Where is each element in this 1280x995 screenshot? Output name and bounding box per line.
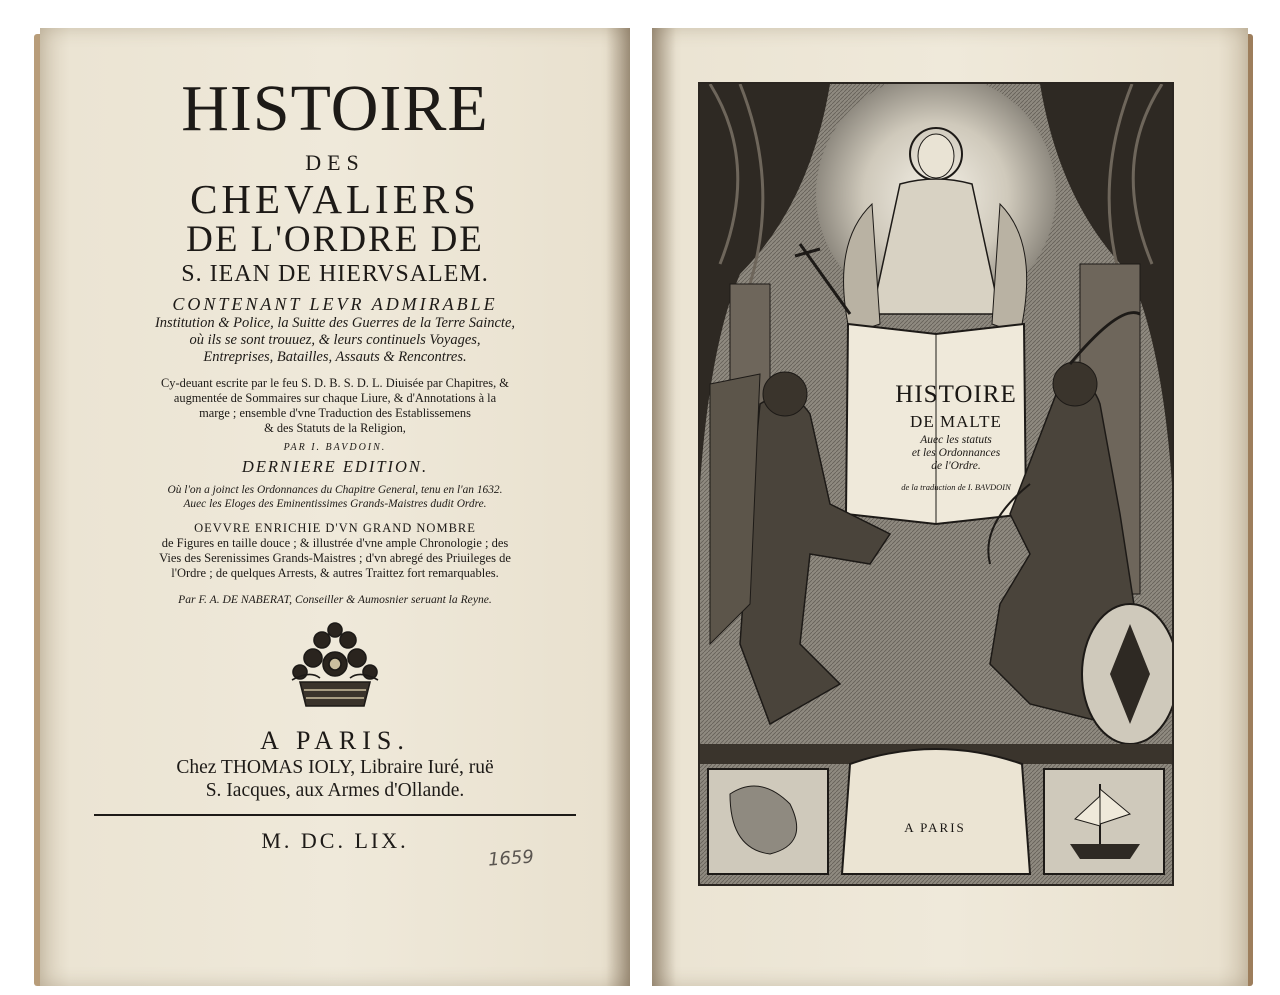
oeuvre-line: l'Ordre ; de quelques Arrests, & autres Traittez fort remarquables.	[171, 566, 499, 580]
oeuvre-line: de Figures en taille douce ; & illustrée d'vne ample Chronologie ; des	[161, 536, 509, 550]
title-block	[60, 72, 610, 854]
authorship-line: augmentée de Sommaires sur chaque Liure, & d'Annotations à la	[173, 391, 497, 405]
title-jean: S. IEAN DE HIERVSALEM.	[181, 261, 489, 287]
oeuvre-line: Vies des Serenissimes Grands-Maistres ; d'vn abregé des Priuileges de	[159, 551, 511, 565]
authorship-line: marge ; ensemble d'vne Traduction des Establissemens	[199, 406, 471, 420]
title-des: DES	[305, 150, 365, 175]
main-title: HISTOIRE	[181, 72, 489, 145]
cartouche-text: A PARIS	[904, 820, 966, 835]
book-translator: de la traduction de I. BAVDOIN	[901, 482, 1011, 492]
ordonnances-line: Où l'on a joinct les Ordonnances du Chapitre General, tenu en l'an 1632.	[167, 484, 503, 496]
oeuvre-heading: OEVVRE ENRICHIE D'VN GRAND NOMBRE	[194, 521, 476, 535]
spine-shadow-right	[652, 28, 676, 986]
book-title: HISTOIRE	[895, 381, 1017, 408]
publisher-line: S. Iacques, aux Armes d'Ollande.	[205, 780, 465, 801]
book-statutes-line: Auec les statuts	[920, 434, 992, 446]
title-page	[40, 28, 630, 986]
description	[60, 315, 610, 366]
authorship-line: & des Statuts de la Religion,	[264, 421, 406, 435]
description-line: Institution & Police, la Suitte des Guerres de la Terre Saincte,	[154, 315, 516, 331]
title-ordre: DE L'ORDRE DE	[186, 219, 484, 260]
authorship-note	[60, 376, 610, 436]
imprint-publisher	[60, 756, 610, 802]
book-statutes-line: et les Ordonnances	[911, 447, 1001, 459]
imprint-year: M. DC. LIX.	[261, 828, 409, 853]
frontispiece-page	[652, 28, 1248, 986]
oeuvre-paragraph	[60, 521, 610, 581]
flower-basket-ornament	[280, 620, 390, 712]
imprint-city: A PARIS.	[260, 726, 410, 755]
edition-label: DERNIERE EDITION.	[241, 457, 429, 476]
subtitle-contenant: CONTENANT LEVR ADMIRABLE	[172, 294, 498, 314]
engraving-plate	[698, 82, 1174, 886]
naberat-credit: Par F. A. DE NABERAT, Conseiller & Aumosnier seruant la Reyne.	[178, 593, 492, 606]
ordonnances-line: Auec les Eloges des Eminentissimes Grands-Maistres dudit Ordre.	[183, 498, 487, 510]
title-chevaliers: CHEVALIERS	[190, 176, 480, 222]
description-line: où ils se sont trouuez, & leurs continuels Voyages,	[189, 332, 481, 348]
book-statutes-line: de l'Ordre.	[931, 460, 981, 472]
authorship-line: Cy-deuant escrite par le feu S. D. B. S. D. L. Diuisée par Chapitres, &	[161, 376, 509, 390]
description-line: Entreprises, Batailles, Assauts & Rencontres.	[203, 349, 467, 365]
translator-credit: PAR I. BAVDOIN.	[283, 442, 387, 453]
book-subtitle: DE MALTE	[910, 412, 1002, 431]
imprint-rule	[94, 814, 576, 816]
book-statutes	[876, 434, 1036, 473]
publisher-line: Chez THOMAS IOLY, Libraire Iuré, ruë	[176, 757, 494, 778]
handwritten-year: 1659	[487, 846, 535, 871]
ordonnances-note	[60, 483, 610, 511]
